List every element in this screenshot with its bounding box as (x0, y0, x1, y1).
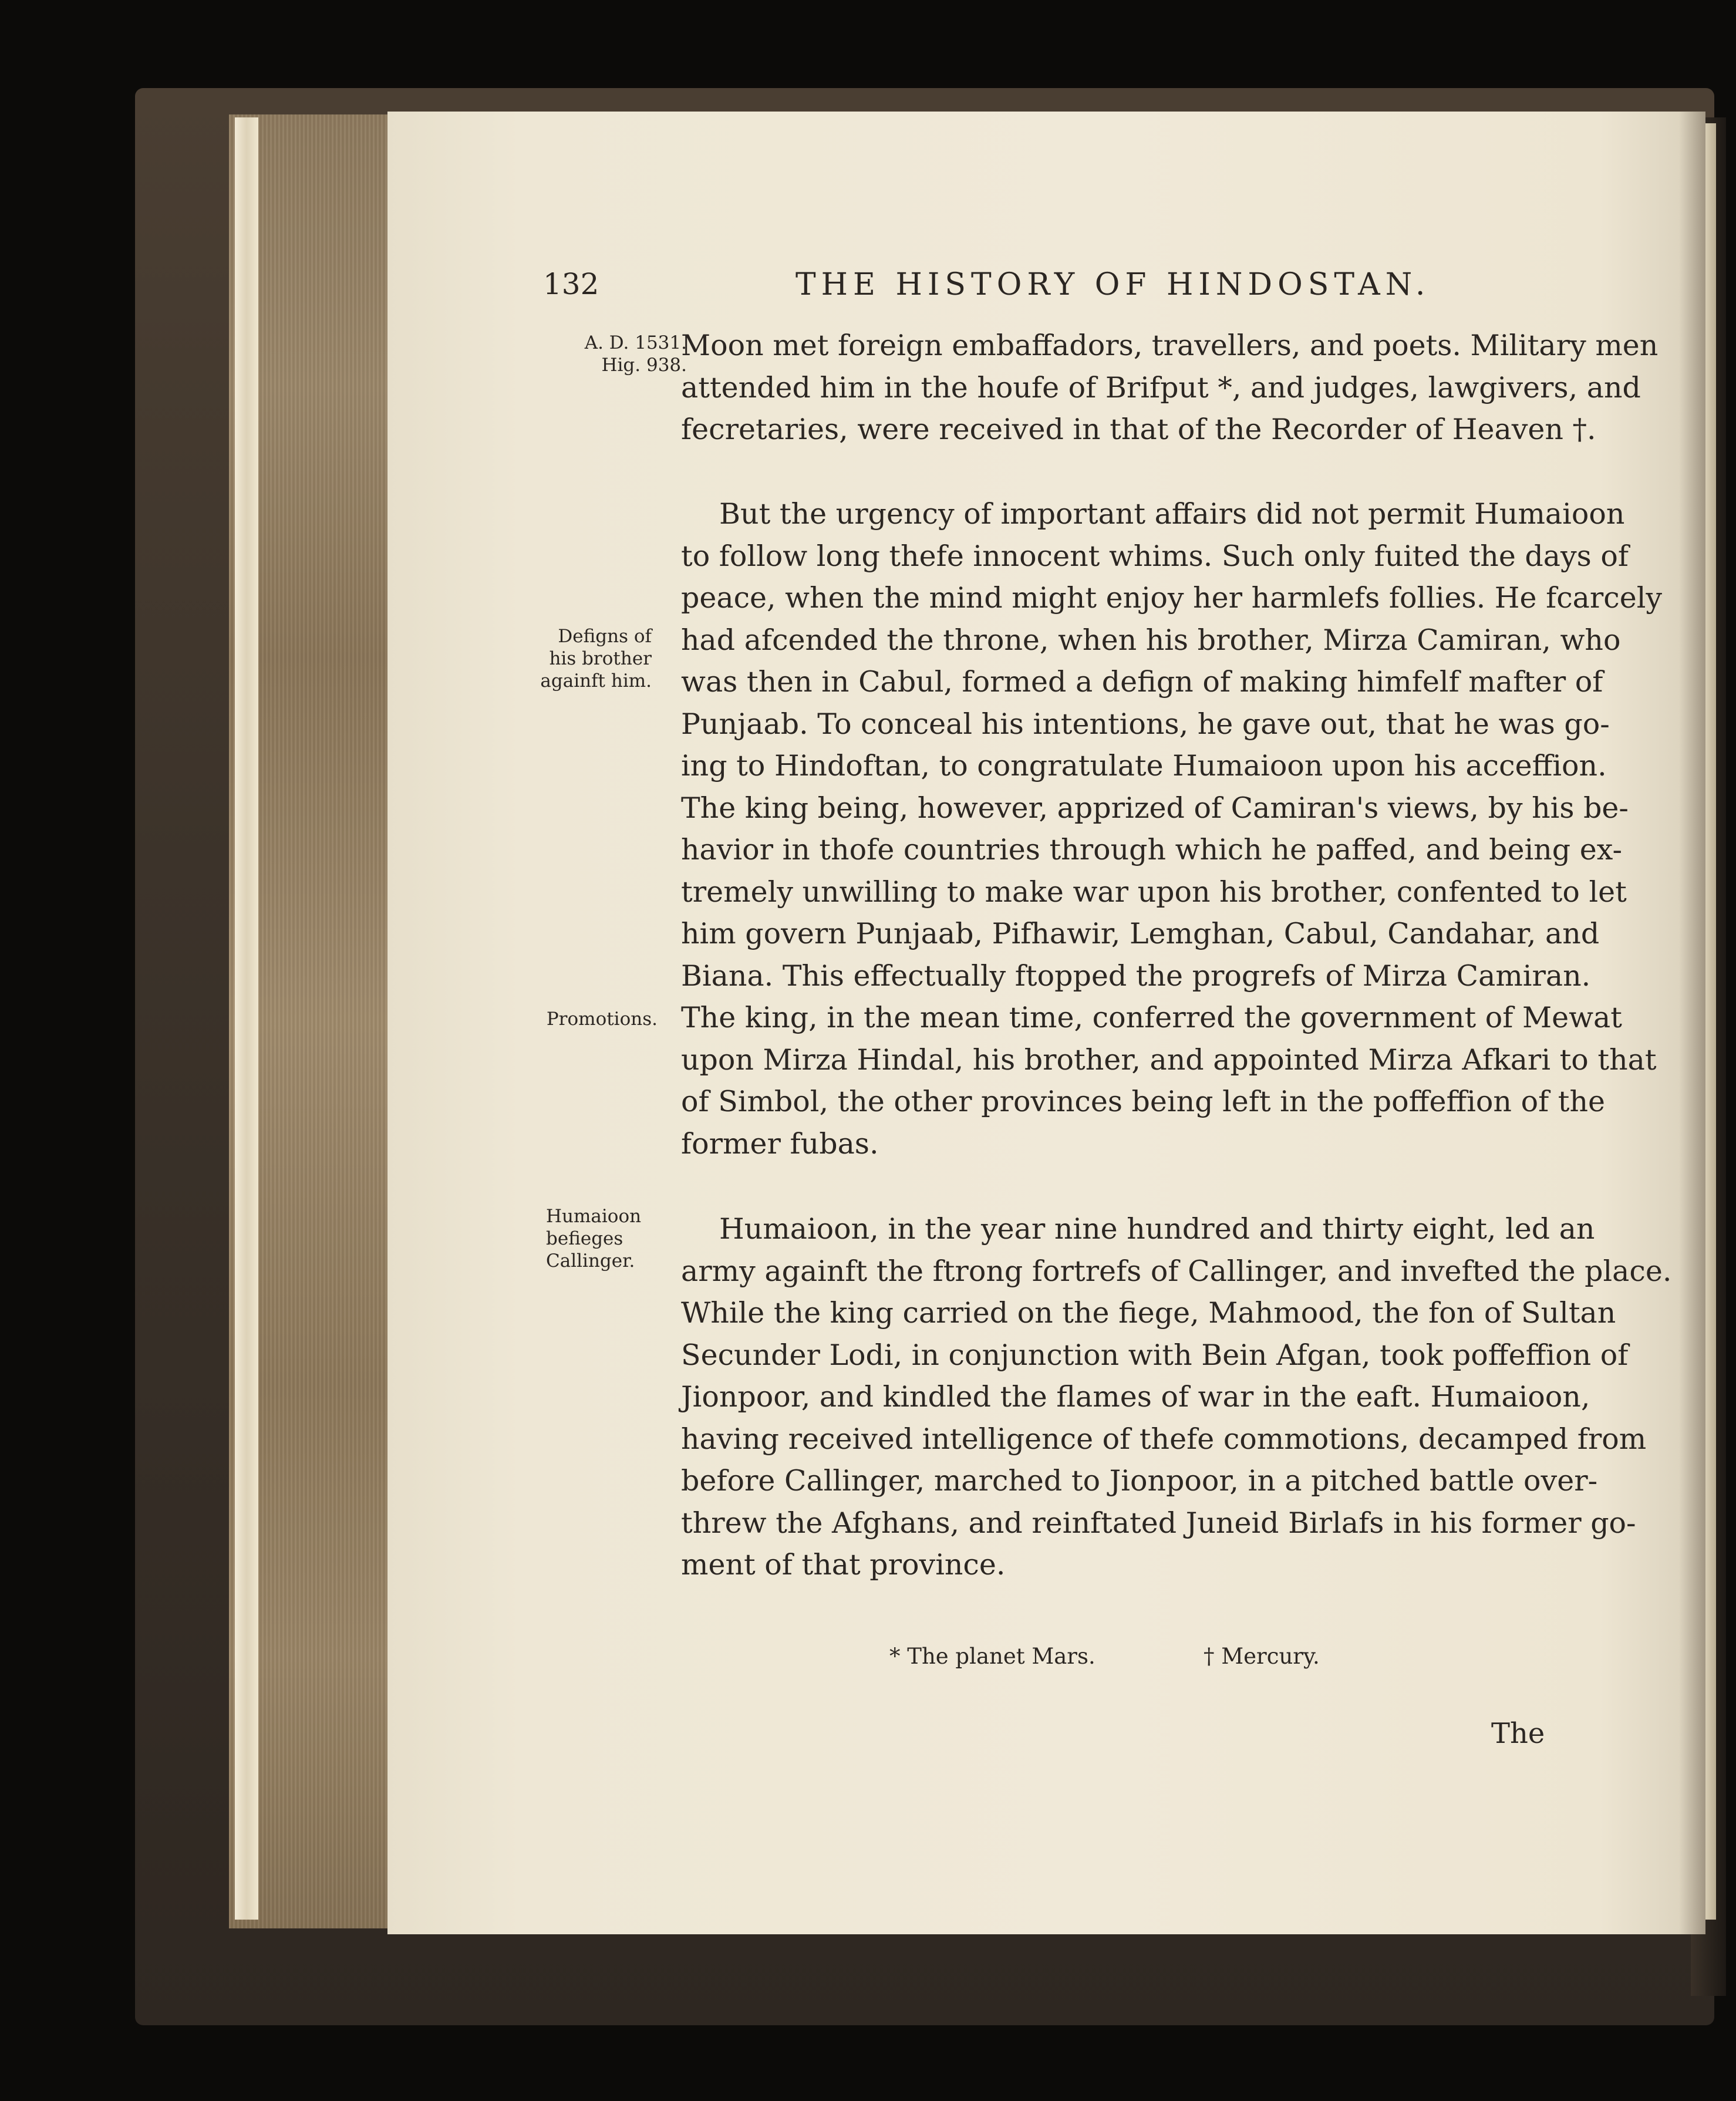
text-line: had afcended the throne, when his brother, Mirza Camiran, who (681, 623, 1621, 657)
text-line: of Simbol, the other provinces being left in the poffeffion of the (681, 1085, 1606, 1118)
footnote-mars: * The planet Mars. (889, 1644, 1095, 1669)
text-line: threw the Afghans, and reinftated Juneid Birlafs in his former go- (681, 1506, 1636, 1540)
margin-note-date: A. D. 1531. Hig. 938. (584, 332, 687, 376)
text-line: former fubas. (681, 1127, 879, 1161)
paragraph-2 (681, 493, 1663, 1165)
text-line: upon Mirza Hindal, his brother, and appointed Mirza Afkari to that (681, 1043, 1657, 1077)
text-line: Secunder Lodi, in conjunction with Bein Afgan, took poffeffion of (681, 1338, 1629, 1372)
text-line: before Callinger, marched to Jionpoor, in a pitched battle over- (681, 1464, 1598, 1498)
text-line: fecretaries, were received in that of the Recorder of Heaven †. (681, 413, 1596, 446)
paragraph-1 (681, 325, 1659, 451)
text-line: Biana. This effectually ftopped the progrefs of Mirza Camiran. (681, 959, 1591, 993)
text-line: Punjaab. To conceal his intentions, he gave out, that he was go- (681, 707, 1610, 741)
text-line: peace, when the mind might enjoy her harmlefs follies. He fcarcely (681, 581, 1663, 615)
margin-note-promotions: Promotions. (546, 1009, 658, 1030)
text-line: ment of that province. (681, 1548, 1006, 1581)
paragraph-3 (681, 1208, 1672, 1586)
text-line: havior in thofe countries through which he paffed, and being ex- (681, 833, 1623, 866)
text-line: to follow long thefe innocent whims. Such only fuited the days of (681, 539, 1629, 573)
running-title: THE HISTORY OF HINDOSTAN. (795, 267, 1431, 302)
text-line: tremely unwilling to make war upon his brother, confented to let (681, 875, 1627, 909)
footnote-mercury: † Mercury. (1204, 1644, 1320, 1669)
text-line: ing to Hindoftan, to congratulate Humaioon upon his acceffion. (681, 749, 1607, 783)
catchword: The (1491, 1717, 1545, 1750)
text-line: Humaioon, in the year nine hundred and thirty eight, led an (719, 1212, 1595, 1246)
text-line: was then in Cabul, formed a defign of making himfelf mafter of (681, 665, 1603, 699)
text-line: attended him in the houfe of Brifput *, and judges, lawgivers, and (681, 370, 1641, 404)
text-line: Jionpoor, and kindled the flames of war in the eaft. Humaioon, (681, 1380, 1590, 1414)
text-line: The king being, however, apprized of Camiran's views, by his be- (681, 791, 1629, 825)
page-number: 132 (543, 267, 599, 301)
text-line: While the king carried on the fiege, Mahmood, the fon of Sultan (681, 1296, 1616, 1330)
page-edges-highlight (235, 117, 258, 1920)
text-line: Moon met foreign embaffadors, travellers, and poets. Military men (681, 329, 1659, 362)
margin-note-humaioon-besieges: Humaioon befieges Callinger. (546, 1206, 642, 1272)
text-line: But the urgency of important affairs did not permit Humaioon (719, 497, 1625, 531)
text-line: having received intelligence of thefe commotions, decamped from (681, 1422, 1647, 1456)
text-line: army againft the ftrong fortrefs of Callinger, and invefted the place. (681, 1254, 1672, 1288)
margin-note-designs: Defigns of his brother againft him. (540, 626, 652, 692)
text-line: The king, in the mean time, conferred the government of Mewat (681, 1001, 1622, 1034)
text-line: him govern Punjaab, Pifhawir, Lemghan, Cabul, Candahar, and (681, 917, 1600, 950)
page-gutter-shadow (1679, 112, 1705, 1934)
next-page-edge (1705, 123, 1716, 1920)
